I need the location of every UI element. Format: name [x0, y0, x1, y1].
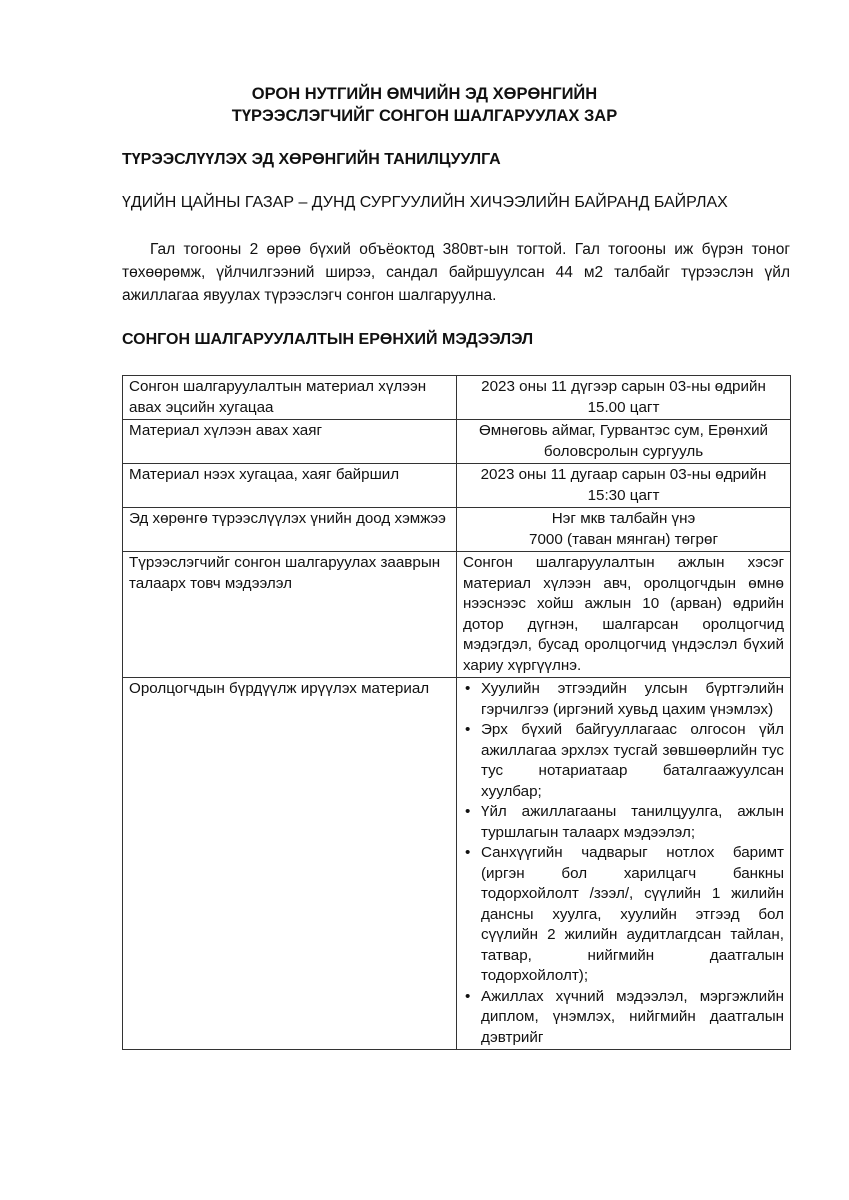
- section-subheading-canteen: ҮДИЙН ЦАЙНЫ ГАЗАР – ДУНД СУРГУУЛИЙН ХИЧЭЭЛИЙН БАЙРАНД БАЙРЛАХ: [122, 194, 728, 211]
- table-row: [123, 420, 791, 464]
- list-item-text: Санхүүгийн чадварыг нотлох баримт (иргэн бол харилцагч банкны тодорхойлолт /зээл/, сүүлийн 1 жилийн дансны хуулга, хуулийн этгээд бол сүүлийн 2 жилийн аудитлагдсан тайлан, татвар, нийгмийн даатгалын тодорхойлолт);: [481, 844, 784, 984]
- document-title-line-2: ТҮРЭЭСЛЭГЧИЙГ СОНГОН ШАЛГАРУУЛАХ ЗАР: [231, 107, 618, 125]
- table-cell-label: Материал хүлээн авах хаяг: [123, 420, 457, 464]
- table-row: [123, 376, 791, 420]
- bullet-icon: •: [465, 680, 471, 697]
- table-cell-value: Өмнөговь аймаг, Гурвантэс сум, Ерөнхий боловсролын сургууль: [457, 420, 791, 464]
- table-cell-label: Сонгон шалгаруулалтын материал хүлээн авах эцсийн хугацаа: [123, 376, 457, 420]
- list-item: [463, 987, 784, 1049]
- table-row: [123, 508, 791, 552]
- list-item-text: Хуулийн этгээдийн улсын бүртгэлийн гэрчилгээ (иргэний хувьд цахим үнэмлэх): [481, 680, 784, 718]
- table-cell-label: Материал нээх хугацаа, хаяг байршил: [123, 464, 457, 508]
- table-cell-label: Түрээслэгчийг сонгон шалгаруулах зааврын талаарх товч мэдээлэл: [123, 552, 457, 678]
- list-item: [463, 679, 784, 720]
- section-heading-general-information: СОНГОН ШАЛГАРУУЛАЛТЫН ЕРӨНХИЙ МЭДЭЭЛЭЛ: [122, 331, 534, 348]
- table-row: [123, 678, 791, 1050]
- table-row: [123, 464, 791, 508]
- bullet-icon: •: [465, 721, 471, 738]
- table-cell-label: Оролцогчдын бүрдүүлж ирүүлэх материал: [123, 678, 457, 1050]
- price-amount-line: 7000 (таван мянган) төгрөг: [529, 530, 718, 548]
- table-cell-value: 2023 оны 11 дугаар сарын 03-ны өдрийн 15:30 цагт: [457, 464, 791, 508]
- table-cell-label: Эд хөрөнгө түрээслүүлэх үнийн доод хэмжээ: [123, 508, 457, 552]
- document-title-line-1: ОРОН НУТГИЙН ӨМЧИЙН ЭД ХӨРӨНГИЙН: [251, 85, 598, 103]
- list-item: [463, 720, 784, 802]
- bullet-icon: •: [465, 844, 471, 861]
- table-row: [123, 552, 791, 678]
- section-heading-property-introduction: ТҮРЭЭСЛҮҮЛЭХ ЭД ХӨРӨНГИЙН ТАНИЛЦУУЛГА: [122, 151, 501, 168]
- table-cell-value: Сонгон шалгаруулалтын ажлын хэсэг материал хүлээн авч, оролцогчдын өмнө нээснээс хойш ажлын 10 (арван) өдрийн дотор дүгнэн, шалгарсан оролцогчид мэдэгдэл, бусад оролцогчид үндэслэл бүхий хариу хүргүүлнэ.: [457, 552, 791, 678]
- general-information-table: [122, 375, 791, 1050]
- table-cell-value: 2023 оны 11 дүгээр сарын 03-ны өдрийн 15.00 цагт: [457, 376, 791, 420]
- intro-paragraph: Гал тогооны 2 өрөө бүхий объёоктод 380вт-ын тогтой. Гал тогооны иж бүрэн тоног төхөөрөмж, үйлчилгээний ширээ, сандал байршуулсан 44 м2 талбайг түрээслэн үйл ажиллагаа явуулах түрээслэгч сонгон шалгаруулна.: [122, 241, 790, 304]
- table-cell-value: [457, 678, 791, 1050]
- list-item-text: Ажиллах хүчний мэдээлэл, мэргэжлийн диплом, үнэмлэх, нийгмийн даатгалын дэвтрийг: [481, 987, 784, 1046]
- list-item: [463, 802, 784, 843]
- list-item-text: Үйл ажиллагааны танилцуулга, ажлын туршлагын талаарх мэдээлэл;: [481, 803, 784, 841]
- bullet-icon: •: [465, 803, 471, 820]
- table-cell-value: [457, 508, 791, 552]
- list-item: [463, 843, 784, 987]
- bullet-icon: •: [465, 987, 471, 1005]
- list-item-text: Эрх бүхий байгууллагаас олгосон үйл ажиллагаа эрхлэх тусгай зөвшөөрлийн тус тус нотариатаар баталгаажуулсан хуулбар;: [481, 721, 784, 800]
- price-unit-line: Нэг мкв талбайн үнэ: [551, 510, 696, 527]
- required-materials-list: [463, 679, 784, 1048]
